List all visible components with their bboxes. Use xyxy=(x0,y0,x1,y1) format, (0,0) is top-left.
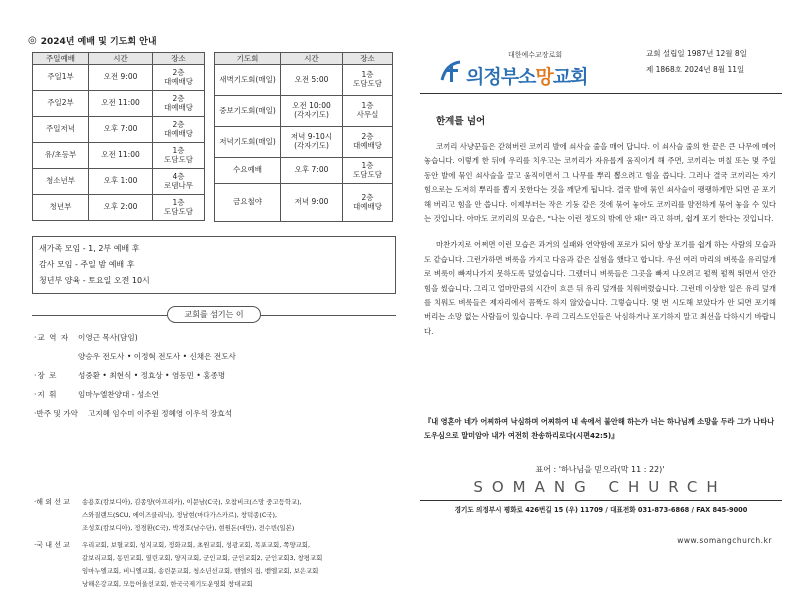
table-row xyxy=(33,91,205,117)
staff-list xyxy=(34,328,394,423)
cross-logo-icon xyxy=(438,58,466,86)
meeting-notice-box xyxy=(32,236,396,294)
place-floor: 1층 xyxy=(361,70,374,80)
table-row xyxy=(215,96,393,127)
place-room: 대예배당 xyxy=(164,128,193,138)
church-name-part: 교회 xyxy=(552,66,588,88)
staff-label: ·교 역 자 xyxy=(34,333,70,342)
sunday-service-table xyxy=(32,52,205,221)
staff-section-title xyxy=(32,306,396,323)
table-row xyxy=(215,127,393,158)
missions-list xyxy=(34,496,394,591)
church-logo xyxy=(438,50,598,86)
prayer-place xyxy=(343,127,393,158)
footer-divider xyxy=(420,500,782,501)
table-row xyxy=(33,143,205,169)
service-place xyxy=(153,65,205,91)
prayer-name: 새벽기도회(매일) xyxy=(215,65,281,96)
prayer-time xyxy=(281,127,343,158)
place-room: 대예배당 xyxy=(164,102,193,112)
place-floor: 2층 xyxy=(172,119,185,129)
service-time: 오전 9:00 xyxy=(89,65,153,91)
place-floor: 2층 xyxy=(361,192,374,202)
service-place xyxy=(153,117,205,143)
place-floor: 4층 xyxy=(172,171,185,181)
service-place xyxy=(153,195,205,221)
denomination: 대한예수교장로회 xyxy=(508,51,563,59)
place-room: 사무실 xyxy=(356,110,379,119)
scripture-verse: 『내 영혼아 네가 어찌하여 낙심하며 어찌하여 내 속에서 불안해 하는가 너는 하나님께 소망을 두라 그가 나타나 도우심으로 말미암아 내가 여전히 찬송하리로다(시편42:5)』 xyxy=(424,417,775,440)
place-room: 도담도담 xyxy=(353,169,382,179)
church-name xyxy=(466,62,588,89)
place-floor: 2층 xyxy=(361,132,374,142)
table-row xyxy=(215,184,393,222)
service-time: 오후 2:00 xyxy=(89,195,153,221)
service-name: 주일2부 xyxy=(33,91,89,117)
notice-line: 새가족 모임 - 1, 2부 예배 후 xyxy=(39,244,140,253)
time-main: 저녁 9:00 xyxy=(294,197,329,207)
mission-line: 낭해은강교회, 모듬어울선교회, 한국국제기도운영회 창대교회 xyxy=(82,580,253,588)
list-item xyxy=(34,347,394,366)
mission-label: ·해 외 선 교 xyxy=(34,498,70,506)
place-floor: 1층 xyxy=(172,197,185,207)
place-room: 대예배당 xyxy=(353,141,382,150)
service-name: 청년부 xyxy=(33,195,89,221)
somang-church-wordmark: SOMANG CHURCH xyxy=(473,478,727,496)
list-item xyxy=(34,496,394,535)
schedule-title-text: 2024년 예배 및 기도회 안내 xyxy=(40,37,157,47)
table-header: 장소 xyxy=(153,53,205,65)
prayer-meeting-table xyxy=(214,52,393,222)
service-place xyxy=(153,169,205,195)
service-place xyxy=(153,143,205,169)
church-address: 경기도 의정부시 평화로 426번길 15 (우) 11709 / 대표전화 031-873-6868 / FAX 845-9000 xyxy=(454,506,748,514)
notice-line: 감사 모임 - 주일 밤 예배 후 xyxy=(39,260,135,269)
service-name: 주일저녁 xyxy=(33,117,89,143)
list-item xyxy=(34,385,394,404)
mission-line: 우리교회, 보혈교회, 성지교회, 정화교회, 초원교회, 성광교회, 목포교회, 쪽양교회, xyxy=(82,541,311,549)
table-row xyxy=(215,65,393,96)
article-title: 한계를 넘어 xyxy=(436,116,486,127)
founded-date: 교회 설립일 1987년 12월 8일 xyxy=(646,49,747,58)
article-paragraph: 마찬가지로 어쩌면 이런 모습은 과거의 실패와 연약함에 포로가 되어 항상 포기를 쉽게 하는 사람의 모습과도 같습니다. 그런가하면 벼룩을 가지고 다음과 같은 실험을 했다고 합니다. 우선 여러 마리의 벼룩을 유리덮개로 벼룩이 빠져나가지 못하도록 덮었습니다. 그랬더니 벼룩들은 그곳을 빠져 나오려고 펄쩍 펄쩍 뛰면서 안간힘을 썼습니다. 그리고 얼마만큼의 시간이 흐른 뒤 유리 덮개를 치워버렸습니다. 그런데 이상한 일은 유리 덮개를 치워도 벼룩들은 제자리에서 꼼짝도 하지 않았습니다. 그렇습니다. 몇 번 시도해 보았다가 안 되면 포기해 버리는 소망 없는 사람들이 있습니다. 우리 그리스도인들은 낙심하거나 포기하지 말고 최선을 다하시기 바랍니다. xyxy=(424,240,776,336)
place-room: 도담도담 xyxy=(164,206,193,216)
service-time: 오전 11:00 xyxy=(89,91,153,117)
staff-label: ·반주 및 가악 xyxy=(34,409,78,418)
mission-line: 임마누엘교회, 비니엘교회, 송린문교회, 청소년선교회, 밴엘의 집, 벧엘교회, 보은교회 xyxy=(82,567,319,575)
service-name: 청소년부 xyxy=(33,169,89,195)
list-item xyxy=(34,366,394,385)
place-room: 도담도담 xyxy=(164,154,193,164)
prayer-time xyxy=(281,65,343,96)
table-header: 시간 xyxy=(281,53,343,65)
time-note: (각자기도) xyxy=(294,141,329,150)
staff-value: 고지혜 임수미 이주원 정혜영 이우석 장효석 xyxy=(88,409,233,418)
left-page xyxy=(28,34,398,588)
notice-line: 청년부 양육 - 토요일 오전 10시 xyxy=(39,276,150,285)
table-row xyxy=(33,117,205,143)
prayer-name: 금요철야 xyxy=(215,184,281,222)
prayer-place xyxy=(343,96,393,127)
table-row xyxy=(33,169,205,195)
website-url: www.somangchurch.kr xyxy=(677,536,772,545)
service-time: 오후 7:00 xyxy=(89,117,153,143)
prayer-name: 중보기도회(매일) xyxy=(215,96,281,127)
issue-number: 제 1868호 2024년 8월 11일 xyxy=(646,65,745,74)
mission-line: 송용호(캄보디아), 김종양(아프리카), 이문남(C국), 오참비크(스망 중고등학교), xyxy=(82,498,302,506)
time-main: 오후 7:00 xyxy=(294,165,329,175)
church-name-part: 의정부소 xyxy=(466,66,536,88)
prayer-name: 저녁기도회(매일) xyxy=(215,127,281,158)
place-room: 대예배당 xyxy=(164,76,193,86)
schedule-title xyxy=(28,34,398,47)
prayer-time xyxy=(281,158,343,184)
staff-label: ·지 휘 xyxy=(34,390,58,399)
time-note: (각자기도) xyxy=(294,110,329,119)
article-paragraph: 코끼리 사냥꾼들은 갇혀버린 코끼리 발에 쇠사슬 줄을 매어 답니다. 이 쇠사슬 줄의 한 끝은 큰 나무에 메어 놓습니다. 이렇게 한 뒤에 우리를 치우고는 코끼리가 자유롭게 움직이게 해 주면, 코끼리는 며칠 또는 몇 주일 동안 발에 묶인 쇠사슬을 끌고 움직이면서 그 나무를 뿌리 뽑으려고 힘을 씁니다. 그러나 결국 코끼리는 자기 힘으로는 도저히 뿌리를 뽑지 못한다는 것을 깨닫게 됩니다. 결국 발에 묶인 쇠사슬이 팽팽하게만 되면 곧 포기해 버리고 힘을 안 씁니다. 이제부터는 작은 기둥 같은 것에 묶어 놓아도 코끼리를 얌전하게 묶어 놓을 수 있다는 것입니다. 아마도 코끼리의 모습은, "나는 이런 정도의 밖에 안 돼!" 라고 하며, 쉽게 포기 한다는 것입니다. xyxy=(424,142,776,224)
time-main: 오전 5:00 xyxy=(294,74,329,84)
service-time: 오전 11:00 xyxy=(89,143,153,169)
header-info xyxy=(646,46,747,78)
mission-line: 조성호(캄보디아), 정경환(C국), 박경호(남수단), 현원돈(대만), 전수빈(일본) xyxy=(82,524,295,532)
staff-value: 양승우 전도사 • 이정혁 전도사 • 신채은 전도사 xyxy=(78,352,236,361)
prayer-name: 수요예배 xyxy=(215,158,281,184)
mission-label: ·국 내 선 교 xyxy=(34,541,70,549)
prayer-place xyxy=(343,65,393,96)
place-floor: 2층 xyxy=(172,93,185,103)
service-name: 주일1부 xyxy=(33,65,89,91)
table-row xyxy=(215,158,393,184)
staff-title-text: 교회를 섬기는 이 xyxy=(167,306,260,323)
mission-line: 스와질랜드(SCU, 에이즈클리닉), 정남현(마다가스카르), 창덕종(C국), xyxy=(82,511,277,519)
time-main: 저녁 9-10시 xyxy=(290,132,333,142)
place-room: 로뎀나무 xyxy=(164,180,193,190)
table-header: 장소 xyxy=(343,53,393,65)
staff-value: 임마누엘찬양대 - 성소연 xyxy=(78,390,159,399)
place-room: 도담도담 xyxy=(353,79,382,88)
list-item xyxy=(34,328,394,347)
staff-value: 이영근 목사(담임) xyxy=(78,333,138,342)
place-floor: 1층 xyxy=(172,145,185,155)
service-place xyxy=(153,91,205,117)
table-header: 시간 xyxy=(89,53,153,65)
church-name-accent: 망 xyxy=(535,66,553,88)
staff-value: 성중환 • 최현식 • 정효상 • 염동민 • 홍종명 xyxy=(78,371,226,380)
table-header: 주일예배 xyxy=(33,53,89,65)
prayer-place xyxy=(343,184,393,222)
bullseye-icon: ◎ xyxy=(28,35,37,46)
table-row xyxy=(33,65,205,91)
list-item xyxy=(34,539,394,591)
prayer-time xyxy=(281,184,343,222)
place-floor: 2층 xyxy=(172,67,185,77)
service-name: 유/초등부 xyxy=(33,143,89,169)
staff-label xyxy=(34,347,78,366)
church-motto: 표어 : '하나님을 믿으라(막 11 : 22)' xyxy=(535,465,665,474)
staff-label: ·장 로 xyxy=(34,371,58,380)
bulletin-header xyxy=(420,40,780,88)
mission-line: 갈보리교회, 동민교회, 열린교회, 양지교회, 군인교회, 군인교회2, 군인교회3, 창평교회 xyxy=(82,554,323,562)
place-room: 대예배당 xyxy=(353,201,382,211)
prayer-time xyxy=(281,96,343,127)
list-item xyxy=(34,404,394,423)
time-main: 오전 10:00 xyxy=(292,101,331,111)
table-header: 기도회 xyxy=(215,53,281,65)
table-row xyxy=(33,195,205,221)
service-time: 오후 1:00 xyxy=(89,169,153,195)
place-floor: 1층 xyxy=(361,101,374,111)
article-body xyxy=(424,140,776,351)
header-divider xyxy=(420,93,782,94)
place-floor: 1층 xyxy=(361,160,374,170)
prayer-place xyxy=(343,158,393,184)
